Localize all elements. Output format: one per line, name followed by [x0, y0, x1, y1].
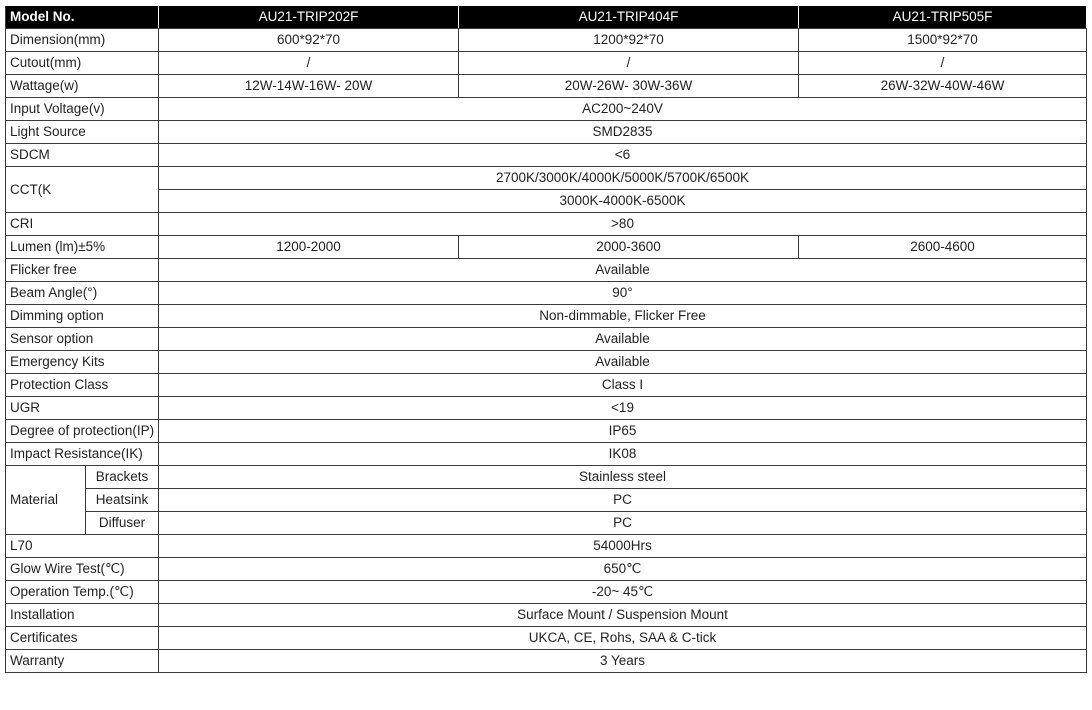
row-label-operation-temp: Operation Temp.(℃)	[6, 581, 159, 604]
table-row	[6, 282, 1087, 305]
model-header-1: AU21-TRIP202F	[159, 6, 459, 29]
table-row	[6, 512, 1087, 535]
row-label-sensor: Sensor option	[6, 328, 159, 351]
cell-cutout-2: /	[459, 52, 799, 75]
table-row	[6, 374, 1087, 397]
model-header-2: AU21-TRIP404F	[459, 6, 799, 29]
cell-ik: IK08	[159, 443, 1087, 466]
table-header-row	[6, 6, 1087, 29]
row-label-wattage: Wattage(w)	[6, 75, 159, 98]
table-row	[6, 236, 1087, 259]
row-label-light-source: Light Source	[6, 121, 159, 144]
table-row	[6, 466, 1087, 489]
cell-lumen-2: 2000-3600	[459, 236, 799, 259]
cell-light-source: SMD2835	[159, 121, 1087, 144]
table-row	[6, 259, 1087, 282]
table-row	[6, 627, 1087, 650]
table-row	[6, 167, 1087, 190]
cell-glow-wire: 650℃	[159, 558, 1087, 581]
cell-cct-1: 2700K/3000K/4000K/5000K/5700K/6500K	[159, 167, 1087, 190]
table-row	[6, 144, 1087, 167]
table-row	[6, 351, 1087, 374]
table-row	[6, 75, 1087, 98]
material-part-label-heatsink: Heatsink	[86, 489, 159, 512]
row-label-cri: CRI	[6, 213, 159, 236]
cell-flicker-free: Available	[159, 259, 1087, 282]
row-label-flicker-free: Flicker free	[6, 259, 159, 282]
material-part-label-brackets: Brackets	[86, 466, 159, 489]
table-row	[6, 650, 1087, 673]
cell-wattage-1: 12W-14W-16W- 20W	[159, 75, 459, 98]
table-row	[6, 604, 1087, 627]
cell-ip: IP65	[159, 420, 1087, 443]
cell-protection-class: Class I	[159, 374, 1087, 397]
row-label-warranty: Warranty	[6, 650, 159, 673]
row-label-protection-class: Protection Class	[6, 374, 159, 397]
row-label-input-voltage: Input Voltage(v)	[6, 98, 159, 121]
row-label-glow-wire: Glow Wire Test(℃)	[6, 558, 159, 581]
row-label-material: Material	[6, 466, 86, 535]
cell-operation-temp: -20~ 45℃	[159, 581, 1087, 604]
table-row	[6, 397, 1087, 420]
table-row	[6, 121, 1087, 144]
row-label-emergency: Emergency Kits	[6, 351, 159, 374]
cell-material-heatsink: PC	[159, 489, 1087, 512]
table-row	[6, 98, 1087, 121]
row-label-dimming: Dimming option	[6, 305, 159, 328]
row-label-sdcm: SDCM	[6, 144, 159, 167]
cell-lumen-3: 2600-4600	[799, 236, 1087, 259]
cell-dimming: Non-dimmable, Flicker Free	[159, 305, 1087, 328]
spec-sheet	[5, 5, 1087, 673]
cell-input-voltage: AC200~240V	[159, 98, 1087, 121]
table-row	[6, 443, 1087, 466]
cell-certificates: UKCA, CE, Rohs, SAA & C-tick	[159, 627, 1087, 650]
cell-material-diffuser: PC	[159, 512, 1087, 535]
cell-emergency: Available	[159, 351, 1087, 374]
cell-material-brackets: Stainless steel	[159, 466, 1087, 489]
row-label-ugr: UGR	[6, 397, 159, 420]
cell-beam-angle: 90°	[159, 282, 1087, 305]
table-row	[6, 190, 1087, 213]
table-row	[6, 489, 1087, 512]
table-row	[6, 535, 1087, 558]
row-label-beam-angle: Beam Angle(°)	[6, 282, 159, 305]
model-no-header: Model No.	[6, 6, 159, 29]
cell-cri: >80	[159, 213, 1087, 236]
cell-l70: 54000Hrs	[159, 535, 1087, 558]
table-row	[6, 305, 1087, 328]
cell-dimension-3: 1500*92*70	[799, 29, 1087, 52]
spec-table	[5, 5, 1087, 673]
row-label-installation: Installation	[6, 604, 159, 627]
table-row	[6, 213, 1087, 236]
row-label-cct: CCT(K	[6, 167, 159, 213]
row-label-ik: Impact Resistance(IK)	[6, 443, 159, 466]
cell-lumen-1: 1200-2000	[159, 236, 459, 259]
material-part-label-diffuser: Diffuser	[86, 512, 159, 535]
row-label-cutout: Cutout(mm)	[6, 52, 159, 75]
row-label-lumen: Lumen (lm)±5%	[6, 236, 159, 259]
model-header-3: AU21-TRIP505F	[799, 6, 1087, 29]
cell-sdcm: <6	[159, 144, 1087, 167]
table-row	[6, 420, 1087, 443]
cell-warranty: 3 Years	[159, 650, 1087, 673]
table-row	[6, 581, 1087, 604]
row-label-certificates: Certificates	[6, 627, 159, 650]
table-row	[6, 558, 1087, 581]
table-row	[6, 29, 1087, 52]
table-row	[6, 328, 1087, 351]
table-row	[6, 52, 1087, 75]
cell-ugr: <19	[159, 397, 1087, 420]
cell-dimension-1: 600*92*70	[159, 29, 459, 52]
cell-cutout-3: /	[799, 52, 1087, 75]
cell-cutout-1: /	[159, 52, 459, 75]
row-label-dimension: Dimension(mm)	[6, 29, 159, 52]
cell-wattage-3: 26W-32W-40W-46W	[799, 75, 1087, 98]
cell-dimension-2: 1200*92*70	[459, 29, 799, 52]
cell-wattage-2: 20W-26W- 30W-36W	[459, 75, 799, 98]
row-label-l70: L70	[6, 535, 159, 558]
cell-cct-2: 3000K-4000K-6500K	[159, 190, 1087, 213]
row-label-ip: Degree of protection(IP)	[6, 420, 159, 443]
cell-installation: Surface Mount / Suspension Mount	[159, 604, 1087, 627]
cell-sensor: Available	[159, 328, 1087, 351]
